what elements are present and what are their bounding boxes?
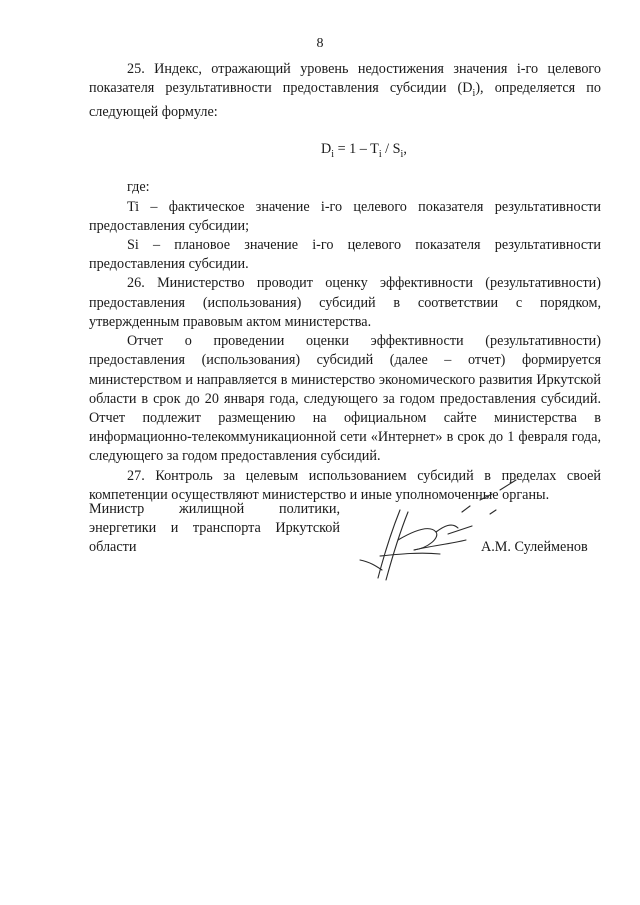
where-label: где:	[127, 179, 150, 196]
signatory-title-line-3: области	[89, 539, 137, 556]
signatory-title-line-2: энергетики и транспорта Иркутской	[89, 520, 340, 537]
report-paragraph: Отчет о проведении оценки эффективности (результативности) предоставления (использования) субсидий (далее – отчет) формируется министерством и направляется в министерство экономического развития Иркутской области в срок до 20 января года, следующего за годом предоставления субсидий. Отчет подлежит размещению на официальном сайте министерства в информационно-телекоммуникационной сети «Интернет» в срок до 1 февраля года, следующего за годом предоставления субсидий.	[89, 333, 601, 465]
paragraph-25-text-end: ), определяется по следующей формуле:	[89, 80, 601, 121]
signatory-title	[89, 500, 340, 558]
formula	[89, 140, 601, 164]
page-number: 8	[316, 36, 324, 51]
formula-d-sub: i	[331, 149, 335, 161]
handwritten-signature	[340, 470, 540, 590]
paragraph-27: 27. Контроль за целевым использованием субсидий в пределах своей компетенции осуществляют министерство и иные уполномоченные органы.	[89, 467, 601, 503]
formula-middle: = 1 – T	[334, 141, 379, 158]
signatory-name: А.М. Сулейменов	[481, 539, 588, 555]
paragraph-25-subscript: i	[472, 88, 476, 100]
formula-slash: / S	[381, 141, 401, 158]
formula-d: D	[321, 141, 332, 158]
paragraph-26: 26. Министерство проводит оценку эффективности (результативности) предоставления (использования) субсидий в соответствии с порядком, утвержденным правовым актом министерства.	[89, 275, 601, 330]
document-body	[89, 60, 601, 505]
formula-t-sub: i	[378, 149, 382, 161]
signatory-title-line-1: Министр жилищной политики,	[89, 501, 340, 517]
formula-end: ,	[403, 141, 407, 158]
si-definition: Si – плановое значение i-го целевого показателя результативности предоставления субсидии.	[89, 237, 601, 273]
formula-s-sub: i	[400, 149, 404, 161]
ti-definition: Ti – фактическое значение i-го целевого показателя результативности предоставления субсидии;	[89, 198, 601, 234]
paragraph-25-text: 25. Индекс, отражающий уровень недостижения значения i-го целевого показателя результативности предоставления субсидии (D	[89, 61, 601, 97]
paragraph-25	[89, 60, 601, 122]
